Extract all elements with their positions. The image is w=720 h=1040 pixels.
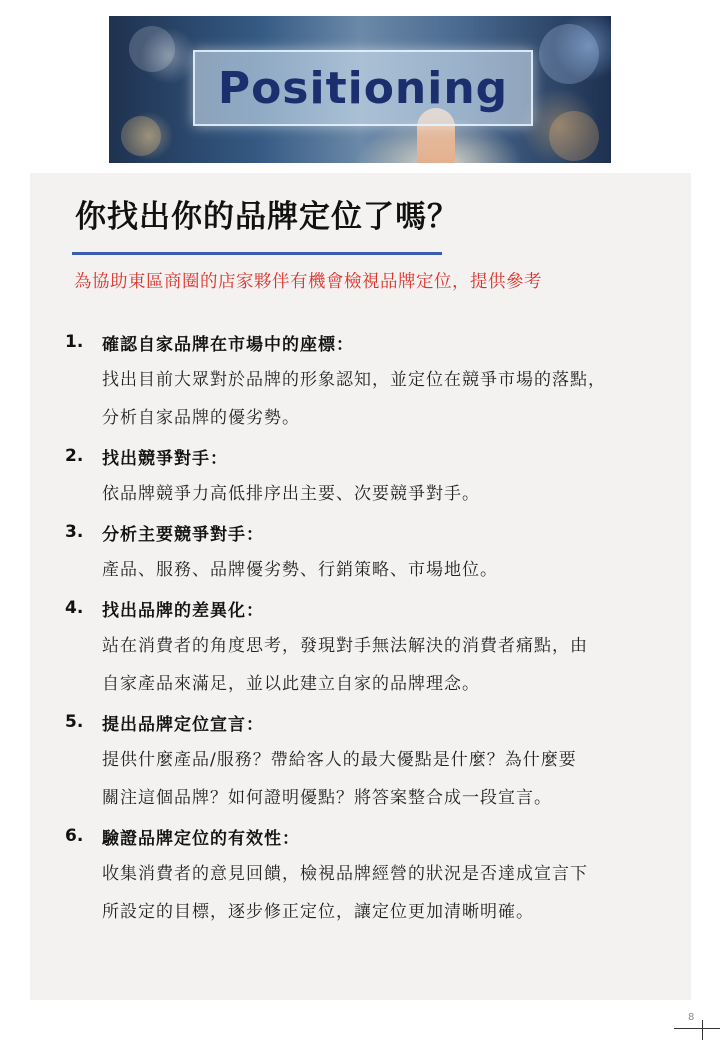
positioning-banner (109, 16, 611, 163)
list-item-number: 2. (65, 446, 84, 466)
description-line: 依品牌競爭力高低排序出主要、次要競爭對手。 (102, 484, 480, 504)
list-item-title: 找出競爭對手： (102, 448, 228, 469)
list-item-description (102, 551, 692, 589)
list-item-number: 1. (65, 332, 84, 352)
list-item-title: 分析主要競爭對手： (102, 524, 264, 545)
list-item (30, 323, 691, 437)
list-item (30, 437, 691, 513)
list-item-description (102, 475, 692, 513)
list-item-title: 找出品牌的差異化： (102, 600, 264, 621)
list-item-description (102, 627, 692, 703)
bokeh-light (129, 26, 175, 72)
steps-list (30, 323, 691, 931)
heading-underline (72, 252, 442, 255)
list-item-title-row (30, 703, 691, 741)
list-item-number: 4. (65, 598, 84, 618)
list-item-title-row (30, 323, 691, 361)
crop-mark (674, 1028, 720, 1029)
bokeh-light (121, 116, 161, 156)
list-item-description (102, 741, 692, 817)
list-item (30, 589, 691, 703)
list-item-number: 3. (65, 522, 84, 542)
page-number: 8 (688, 1012, 695, 1023)
description-line: 產品、服務、品牌優劣勢、行銷策略、市場地位。 (102, 560, 498, 580)
list-item-title: 驗證品牌定位的有效性： (102, 828, 300, 849)
description-line: 找出目前大眾對於品牌的形象認知，並定位在競爭市場的落點， (102, 370, 606, 390)
description-line: 所設定的目標，逐步修正定位，讓定位更加清晰明確。 (102, 902, 534, 922)
list-item (30, 703, 691, 817)
description-line: 收集消費者的意見回饋，檢視品牌經營的狀況是否達成宣言下 (102, 864, 588, 884)
banner-title-box (193, 50, 533, 126)
crop-mark (702, 1020, 703, 1040)
list-item-title: 確認自家品牌在市場中的座標： (102, 334, 354, 355)
description-line: 站在消費者的角度思考，發現對手無法解決的消費者痛點，由 (102, 636, 588, 656)
list-item-title-row (30, 589, 691, 627)
description-line: 分析自家品牌的優劣勢。 (102, 408, 300, 428)
bokeh-light (549, 111, 599, 161)
description-line: 關注這個品牌？如何證明優點？將答案整合成一段宣言。 (102, 788, 552, 808)
list-item-number: 5. (65, 712, 84, 732)
description-line: 提供什麼產品/服務？帶給客人的最大優點是什麼？為什麼要 (102, 750, 577, 770)
description-line: 自家產品來滿足，並以此建立自家的品牌理念。 (102, 674, 480, 694)
bokeh-light (539, 24, 599, 84)
list-item-description (102, 361, 692, 437)
page-subtitle: 為協助東區商圈的店家夥伴有機會檢視品牌定位，提供參考 (74, 272, 542, 292)
list-item-title-row (30, 817, 691, 855)
banner-title: Positioning (217, 62, 509, 114)
list-item-title: 提出品牌定位宣言： (102, 714, 264, 735)
page-heading: 你找出你的品牌定位了嗎？ (75, 199, 459, 235)
list-item (30, 817, 691, 931)
list-item-description (102, 855, 692, 931)
list-item-number: 6. (65, 826, 84, 846)
list-item (30, 513, 691, 589)
list-item-title-row (30, 437, 691, 475)
content-card (30, 173, 691, 1000)
list-item-title-row (30, 513, 691, 551)
